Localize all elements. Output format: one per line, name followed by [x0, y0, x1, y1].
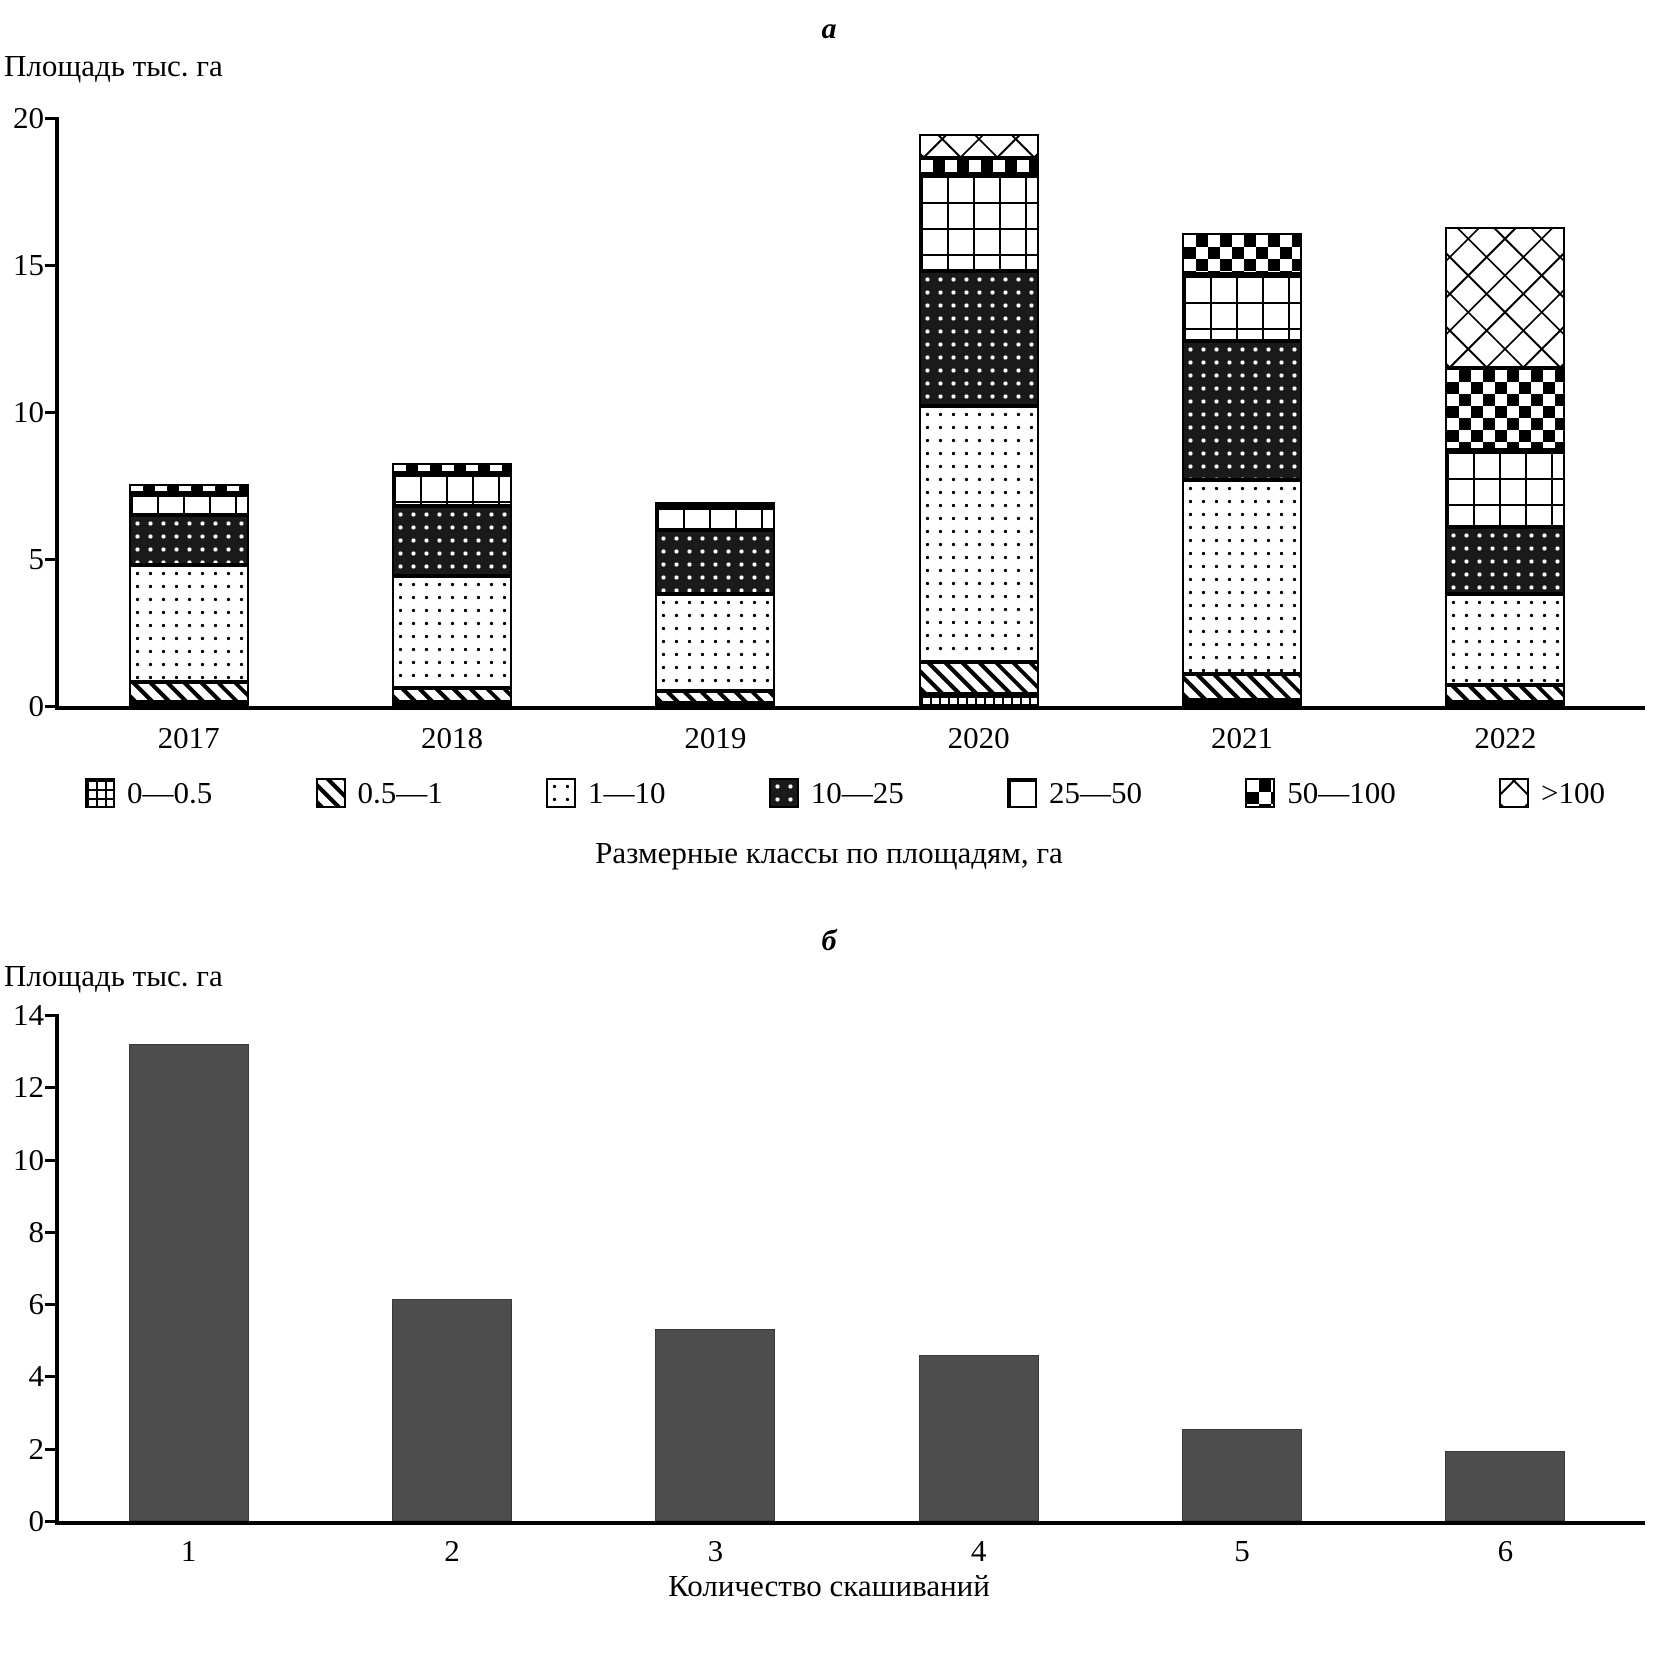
- panel-a-bar-segment: [655, 530, 775, 595]
- panel-a-legend-label: 25—50: [1049, 775, 1142, 810]
- panel-a-bar-segment: [919, 694, 1039, 706]
- panel-a-bar-segment: [1445, 450, 1565, 526]
- panel-a-legend: [85, 775, 1605, 811]
- panel-b-category-label: 3: [707, 1533, 724, 1568]
- panel-b-x-axis-line: [55, 1521, 1645, 1525]
- panel-a-y-tick-label: 10: [13, 394, 44, 429]
- panel-b-y-tick-mark: [45, 1448, 59, 1451]
- panel-a-bar-segment: [1445, 594, 1565, 685]
- panel-a-stacked-bar: [1182, 118, 1302, 706]
- panel-a-legend-label: 10—25: [810, 775, 904, 810]
- panel-a-y-tick-label: 20: [13, 100, 44, 135]
- panel-a-legend-item: [85, 775, 212, 811]
- panel-b-category-label: 5: [1234, 1533, 1250, 1568]
- panel-a-legend-item: [1007, 775, 1142, 811]
- panel-b-y-tick-label: 6: [28, 1286, 44, 1322]
- panel-b-y-tick-mark: [45, 1159, 59, 1162]
- panel-a-y-tick-label: 0: [28, 688, 44, 723]
- panel-a-bar-segment: [1182, 480, 1302, 674]
- panel-b-category-label: 4: [970, 1533, 987, 1568]
- panel-b-y-tick-label: 4: [28, 1358, 44, 1394]
- panel-a-bar-segment: [129, 702, 249, 706]
- panel-a-legend-item: [769, 775, 904, 811]
- panel-a-bar-segment: [129, 682, 249, 701]
- panel-a-bar-segment: [655, 502, 775, 506]
- panel-a-stacked-bar: [919, 118, 1039, 706]
- panel-a-bar-segment: [1182, 700, 1302, 706]
- panel-b-y-tick-label: 12: [13, 1069, 44, 1105]
- panel-a-bar-segment: [392, 463, 512, 473]
- panel-a-y-tick-mark: [45, 117, 59, 120]
- panel-a-legend-item: [316, 775, 443, 811]
- panel-a-bar-segment: [129, 493, 249, 515]
- panel-a-category-label: 2018: [421, 720, 483, 755]
- panel-a-bar-segment: [919, 158, 1039, 174]
- panel-a-bar-segment: [129, 484, 249, 493]
- panel-a-y-tick-label: 15: [13, 247, 44, 282]
- panel-a-category-label: 2019: [684, 720, 747, 755]
- panel-b-y-axis-title: Площадь тыс. га: [4, 958, 223, 993]
- panel-a-y-tick-mark: [45, 264, 59, 267]
- panel-a-bar-segment: [392, 702, 512, 706]
- panel-a-y-tick-label: 5: [28, 541, 44, 576]
- legend-swatch-icon: [1499, 778, 1529, 808]
- panel-b-plot-area: [0, 920, 1658, 1540]
- panel-a-bar-segment: [919, 174, 1039, 271]
- panel-b-category-label: 2: [444, 1533, 460, 1568]
- panel-a-legend-item: [546, 775, 666, 811]
- panel-b-y-tick-label: 2: [28, 1430, 44, 1466]
- panel-b-y-tick-label: 14: [13, 997, 44, 1032]
- panel-a-bar-segment: [1182, 341, 1302, 479]
- legend-swatch-icon: [1245, 778, 1275, 808]
- panel-a-category-label: 2021: [1211, 720, 1273, 755]
- panel-a-bar-segment: [1182, 674, 1302, 700]
- panel-a-bar-segment: [1445, 227, 1565, 368]
- panel-a-category-label: 2017: [157, 720, 220, 755]
- panel-a-y-tick-mark: [45, 705, 59, 708]
- panel-b-category-label: 6: [1497, 1533, 1514, 1568]
- panel-a-bar-segment: [129, 515, 249, 565]
- panel-a-bar-segment: [1182, 274, 1302, 342]
- panel-a-bar-segment: [655, 691, 775, 703]
- panel-a-x-axis-title: Размерные классы по площадям, га: [595, 835, 1063, 870]
- legend-swatch-icon: [769, 778, 799, 808]
- panel-a-bar-segment: [919, 134, 1039, 158]
- panel-a-bar-segment: [655, 506, 775, 530]
- panel-b-bar: [655, 1329, 775, 1521]
- panel-a-bar-segment: [392, 506, 512, 577]
- legend-swatch-icon: [316, 778, 346, 808]
- panel-a-y-axis-line: [55, 118, 59, 710]
- panel-b-bar: [1182, 1429, 1302, 1521]
- panel-a-y-tick-mark: [45, 411, 59, 414]
- panel-a-x-axis-line: [55, 706, 1645, 710]
- panel-a-bar-segment: [129, 565, 249, 683]
- panel-a-bar-segment: [1182, 233, 1302, 274]
- panel-b-y-tick-label: 10: [13, 1141, 44, 1177]
- legend-swatch-icon: [1007, 778, 1037, 808]
- panel-a-stacked-bar: [129, 118, 249, 706]
- legend-swatch-icon: [85, 778, 115, 808]
- panel-a-category-label: 2022: [1474, 720, 1537, 755]
- panel-a-legend-label: 0—0.5: [127, 775, 213, 810]
- panel-a-bar-segment: [919, 406, 1039, 662]
- panel-b-letter: б: [821, 924, 837, 957]
- panel-a-bar-segment: [1445, 702, 1565, 706]
- panel-b-y-tick-mark: [45, 1014, 59, 1017]
- panel-b-bar-chart: [0, 920, 1658, 1656]
- panel-a-stacked-bar: [392, 118, 512, 706]
- panel-a-bar-segment: [1445, 527, 1565, 595]
- panel-b-bar: [1445, 1451, 1565, 1521]
- panel-a-legend-item: [1245, 775, 1396, 811]
- panel-a-plot-area: [0, 0, 1658, 780]
- panel-b-y-tick-mark: [45, 1375, 59, 1378]
- panel-b-x-axis-title: Количество скашиваний: [668, 1568, 990, 1603]
- panel-b-y-tick-label: 8: [28, 1213, 44, 1249]
- panel-a-bar-segment: [392, 576, 512, 688]
- panel-b-y-tick-mark: [45, 1520, 59, 1523]
- panel-a-bar-segment: [392, 688, 512, 703]
- panel-a-letter: а: [821, 12, 837, 45]
- panel-a-legend-item: [1499, 775, 1605, 811]
- panel-a-bar-segment: [655, 594, 775, 691]
- panel-b-y-tick-mark: [45, 1086, 59, 1089]
- panel-a-bar-segment: [392, 473, 512, 505]
- panel-a-bar-segment: [1445, 685, 1565, 701]
- panel-b-bar: [392, 1299, 512, 1521]
- panel-a-bar-segment: [919, 271, 1039, 406]
- panel-b-y-tick-mark: [45, 1303, 59, 1306]
- panel-b-bar: [129, 1044, 249, 1521]
- panel-a-stacked-bar: [1445, 118, 1565, 706]
- panel-b-y-tick-mark: [45, 1231, 59, 1234]
- panel-a-y-tick-mark: [45, 558, 59, 561]
- panel-a-legend-label: 50—100: [1287, 775, 1396, 810]
- panel-a-stacked-bar: [655, 118, 775, 706]
- panel-a-y-axis-title: Площадь тыс. га: [4, 48, 223, 83]
- panel-b-bar: [919, 1355, 1039, 1521]
- panel-b-category-label: 1: [180, 1533, 197, 1568]
- panel-a-legend-label: 1—10: [588, 775, 666, 810]
- panel-a-legend-label: 0.5—1: [357, 775, 443, 810]
- panel-b-y-tick-label: 0: [28, 1503, 44, 1538]
- panel-a-legend-label: >100: [1541, 775, 1605, 810]
- panel-a-bar-segment: [1445, 368, 1565, 450]
- panel-a-category-label: 2020: [947, 720, 1010, 755]
- panel-a-bar-segment: [919, 662, 1039, 694]
- legend-swatch-icon: [546, 778, 576, 808]
